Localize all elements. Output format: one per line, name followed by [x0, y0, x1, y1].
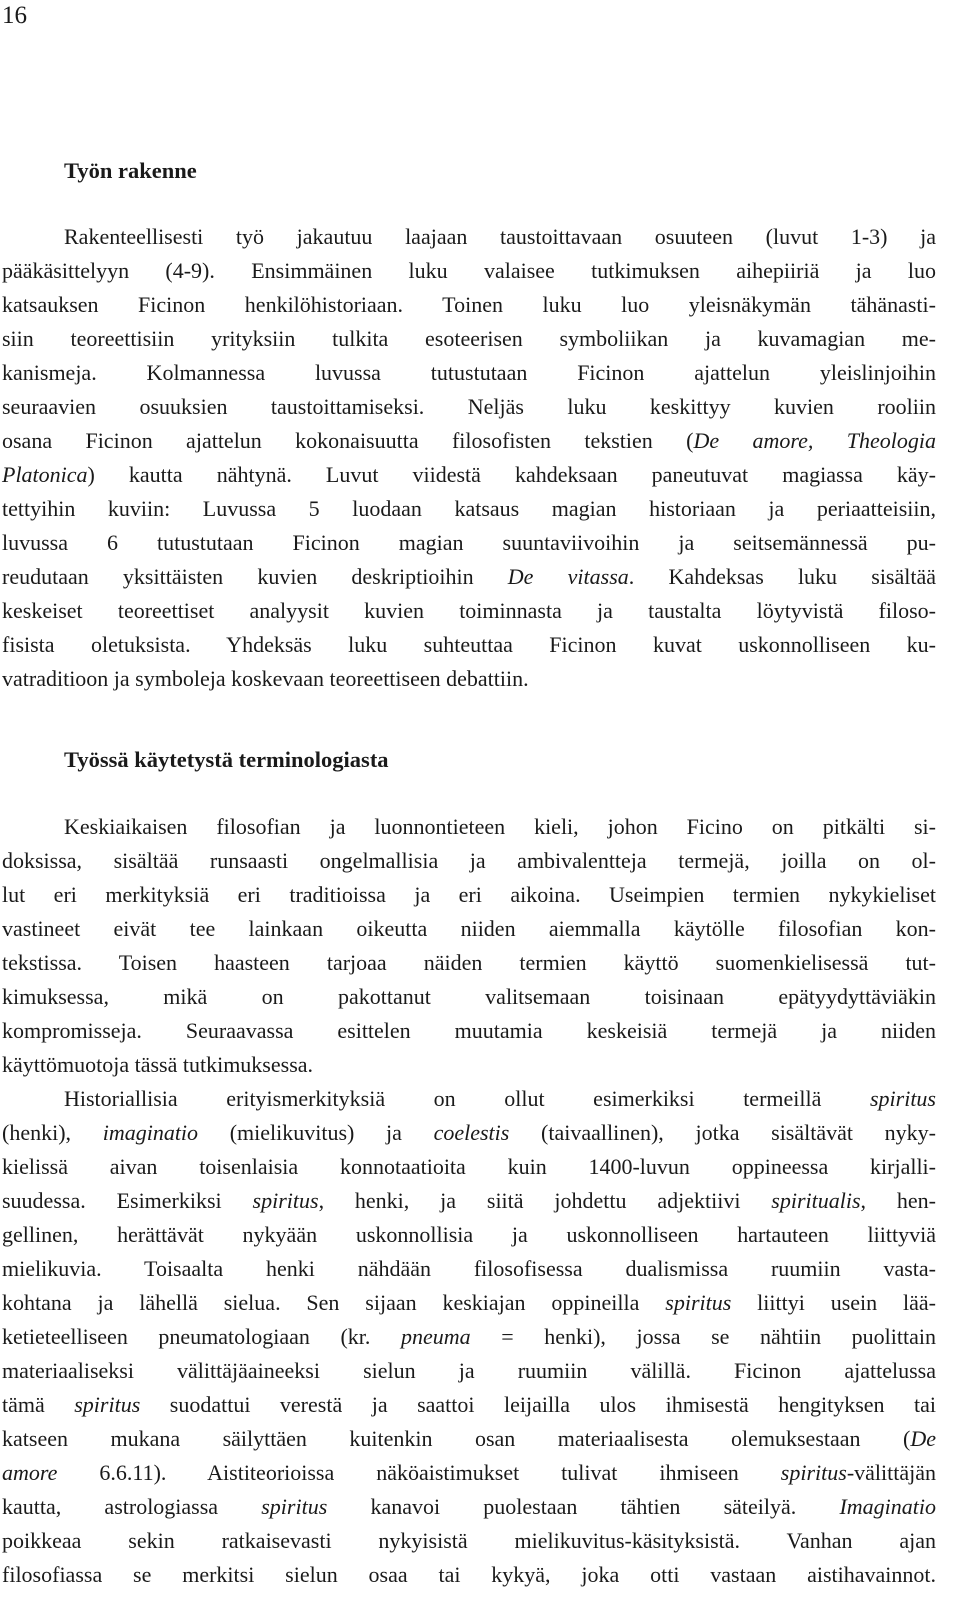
text-fragment: osana Ficinon ajattelun kokonaisuutta filosofisten tekstien ( [2, 428, 694, 453]
text-line: pääkäsittelyyn (4-9). Ensimmäinen luku valaisee tutkimuksen aihepiiriä ja luo [2, 258, 936, 283]
text-fragment: kanavoi puolestaan tähtien säteilyä. [327, 1494, 840, 1519]
italic-title: De vitassa [507, 564, 629, 589]
text-fragment: reudutaan yksittäisten kuvien deskriptioihin [2, 564, 508, 589]
italic-term: coelestis [433, 1120, 510, 1145]
text-fragment: suodattui verestä ja saattoi leijailla ulos ihmisestä hengityksen tai [140, 1392, 936, 1417]
text-line: Rakenteellisesti työ jakautuu laajaan taustoittavaan osuuteen (luvut 1-3) ja [64, 224, 936, 249]
text-line [2, 1422, 936, 1456]
text-line [2, 1184, 936, 1218]
text-fragment: katseen mukana säilyttäen kuitenkin osan materiaalisesta olemuksestaan ( [2, 1426, 911, 1451]
text-line [2, 1082, 936, 1116]
italic-term: Imaginatio [839, 1494, 936, 1519]
text-line: poikkeaa sekin ratkaisevasti nykyisistä mielikuvitus-käsityksistä. Vanhan ajan [2, 1528, 936, 1553]
text-fragment: -välittäjän [846, 1460, 936, 1485]
text-line [2, 560, 936, 594]
text-fragment: kohtana ja lähellä sielua. Sen sijaan keskiajan oppineilla [2, 1290, 666, 1315]
italic-term: spiritus [780, 1460, 847, 1485]
italic-term: spiritus [74, 1392, 141, 1417]
text-line: käyttömuotoja tässä tutkimuksessa. [2, 1052, 314, 1077]
text-line: kanismeja. Kolmannessa luvussa tutustutaan Ficinon ajattelun yleislinjoihin [2, 360, 936, 385]
text-line: fisista oletuksista. Yhdeksäs luku suhteuttaa Ficinon kuvat uskonnolliseen ku- [2, 632, 936, 657]
text-fragment: = henki), jossa se nähtiin puolittain [470, 1324, 936, 1349]
text-line: vastineet eivät tee lainkaan oikeutta niiden aiemmalla käytölle filosofian kon- [2, 916, 936, 941]
text-line [2, 1456, 936, 1490]
italic-term: spiritus [665, 1290, 732, 1315]
text-fragment: tämä [2, 1392, 75, 1417]
text-line: kompromisseja. Seuraavassa esittelen muutamia keskeisiä termejä ja niiden [2, 1018, 936, 1043]
italic-term: imaginatio [102, 1120, 199, 1145]
text-fragment: 6.6.11). Aistiteorioissa näköaistimukset tulivat ihmiseen [57, 1460, 781, 1485]
text-line [2, 1116, 936, 1150]
text-line [2, 424, 936, 458]
text-line: kielissä aivan toisenlaisia konnotaatioita kuin 1400-luvun oppineessa kirjalli- [2, 1154, 936, 1179]
italic-term: spiritualis [771, 1188, 861, 1213]
text-line [2, 1490, 936, 1524]
text-fragment: kautta, astrologiassa [2, 1494, 262, 1519]
text-line: filosofiassa se merkitsi sielun osaa tai kykyä, joka otti vastaan aistihavainnot. [2, 1562, 936, 1587]
text-fragment: (henki), [2, 1120, 103, 1145]
text-fragment: ) kautta nähtynä. Luvut viidestä kahdeksaan paneutuvat magiassa käy- [87, 462, 936, 487]
italic-title: De [910, 1426, 936, 1451]
text-line: materiaaliseksi välittäjäaineeksi sielun ja ruumiin välillä. Ficinon ajattelussa [2, 1358, 936, 1383]
text-line [2, 1286, 936, 1320]
italic-title: Platonica [2, 462, 88, 487]
text-line: keskeiset teoreettiset analyysit kuvien toiminnasta ja taustalta löytyvistä filoso- [2, 598, 936, 623]
text-fragment: Historiallisia erityismerkityksiä on ollut esimerkiksi termeillä [64, 1086, 870, 1111]
text-line [2, 458, 936, 492]
text-line [2, 1388, 936, 1422]
section-heading-terminology: Työssä käytetystä terminologiasta [64, 747, 389, 772]
text-fragment: suudessa. Esimerkiksi [2, 1188, 253, 1213]
paragraph-structure [2, 220, 936, 696]
text-line [2, 1320, 936, 1354]
text-line: vatraditioon ja symboleja koskevaan teoreettiseen debattiin. [2, 666, 529, 691]
text-fragment: ketieteelliseen pneumatologiaan (kr. [2, 1324, 401, 1349]
paragraph-terminology [2, 810, 936, 1592]
text-line: luvussa 6 tutustutaan Ficinon magian suuntaviivoihin ja seitsemännessä pu- [2, 530, 936, 555]
page-number: 16 [2, 2, 27, 29]
text-line: gellinen, herättävät nykyään uskonnollisia ja uskonnolliseen hartauteen liittyviä [2, 1222, 936, 1247]
text-line: tettyihin kuviin: Luvussa 5 luodaan katsaus magian historiaan ja periaatteisiin, [2, 496, 936, 521]
text-fragment: , hen- [860, 1188, 936, 1213]
text-line: tekstissa. Toisen haasteen tarjoaa näiden termien käyttö suomenkielisessä tut- [2, 950, 936, 975]
text-fragment: liittyi usein lää- [731, 1290, 936, 1315]
text-fragment: (mielikuvitus) ja [198, 1120, 434, 1145]
text-line: lut eri merkityksiä eri traditioissa ja eri aikoina. Useimpien termien nykykieliset [2, 882, 936, 907]
italic-title: De amore, Theologia [693, 428, 936, 453]
text-line: kimuksessa, mikä on pakottanut valitsemaan toisinaan epätyydyttäviäkin [2, 984, 936, 1009]
italic-term: spiritus [252, 1188, 319, 1213]
text-line: katsauksen Ficinon henkilöhistoriaan. Toinen luku luo yleisnäkymän tähänasti- [2, 292, 936, 317]
text-fragment: (taivaallinen), jotka sisältävät nyky- [509, 1120, 936, 1145]
italic-term: spiritus [869, 1086, 936, 1111]
italic-term: spiritus [261, 1494, 328, 1519]
text-line: Keskiaikaisen filosofian ja luonnontieteen kieli, johon Ficino on pitkälti si- [64, 814, 936, 839]
text-line: siin teoreettisiin yrityksiin tulkita esoteerisen symboliikan ja kuvamagian me- [2, 326, 936, 351]
text-fragment: , henki, ja siitä johdettu adjektiivi [318, 1188, 772, 1213]
italic-title: amore [2, 1460, 58, 1485]
italic-term: pneuma [401, 1324, 471, 1349]
text-fragment: . Kahdeksas luku sisältää [628, 564, 937, 589]
text-line: seuraavien osuuksien taustoittamiseksi. Neljäs luku keskittyy kuvien rooliin [2, 394, 936, 419]
section-heading-structure: Työn rakenne [64, 158, 197, 183]
text-line: doksissa, sisältää runsaasti ongelmallisia ja ambivalentteja termejä, joilla on ol- [2, 848, 936, 873]
text-line: mielikuvia. Toisaalta henki nähdään filosofisessa dualismissa ruumiin vasta- [2, 1256, 936, 1281]
